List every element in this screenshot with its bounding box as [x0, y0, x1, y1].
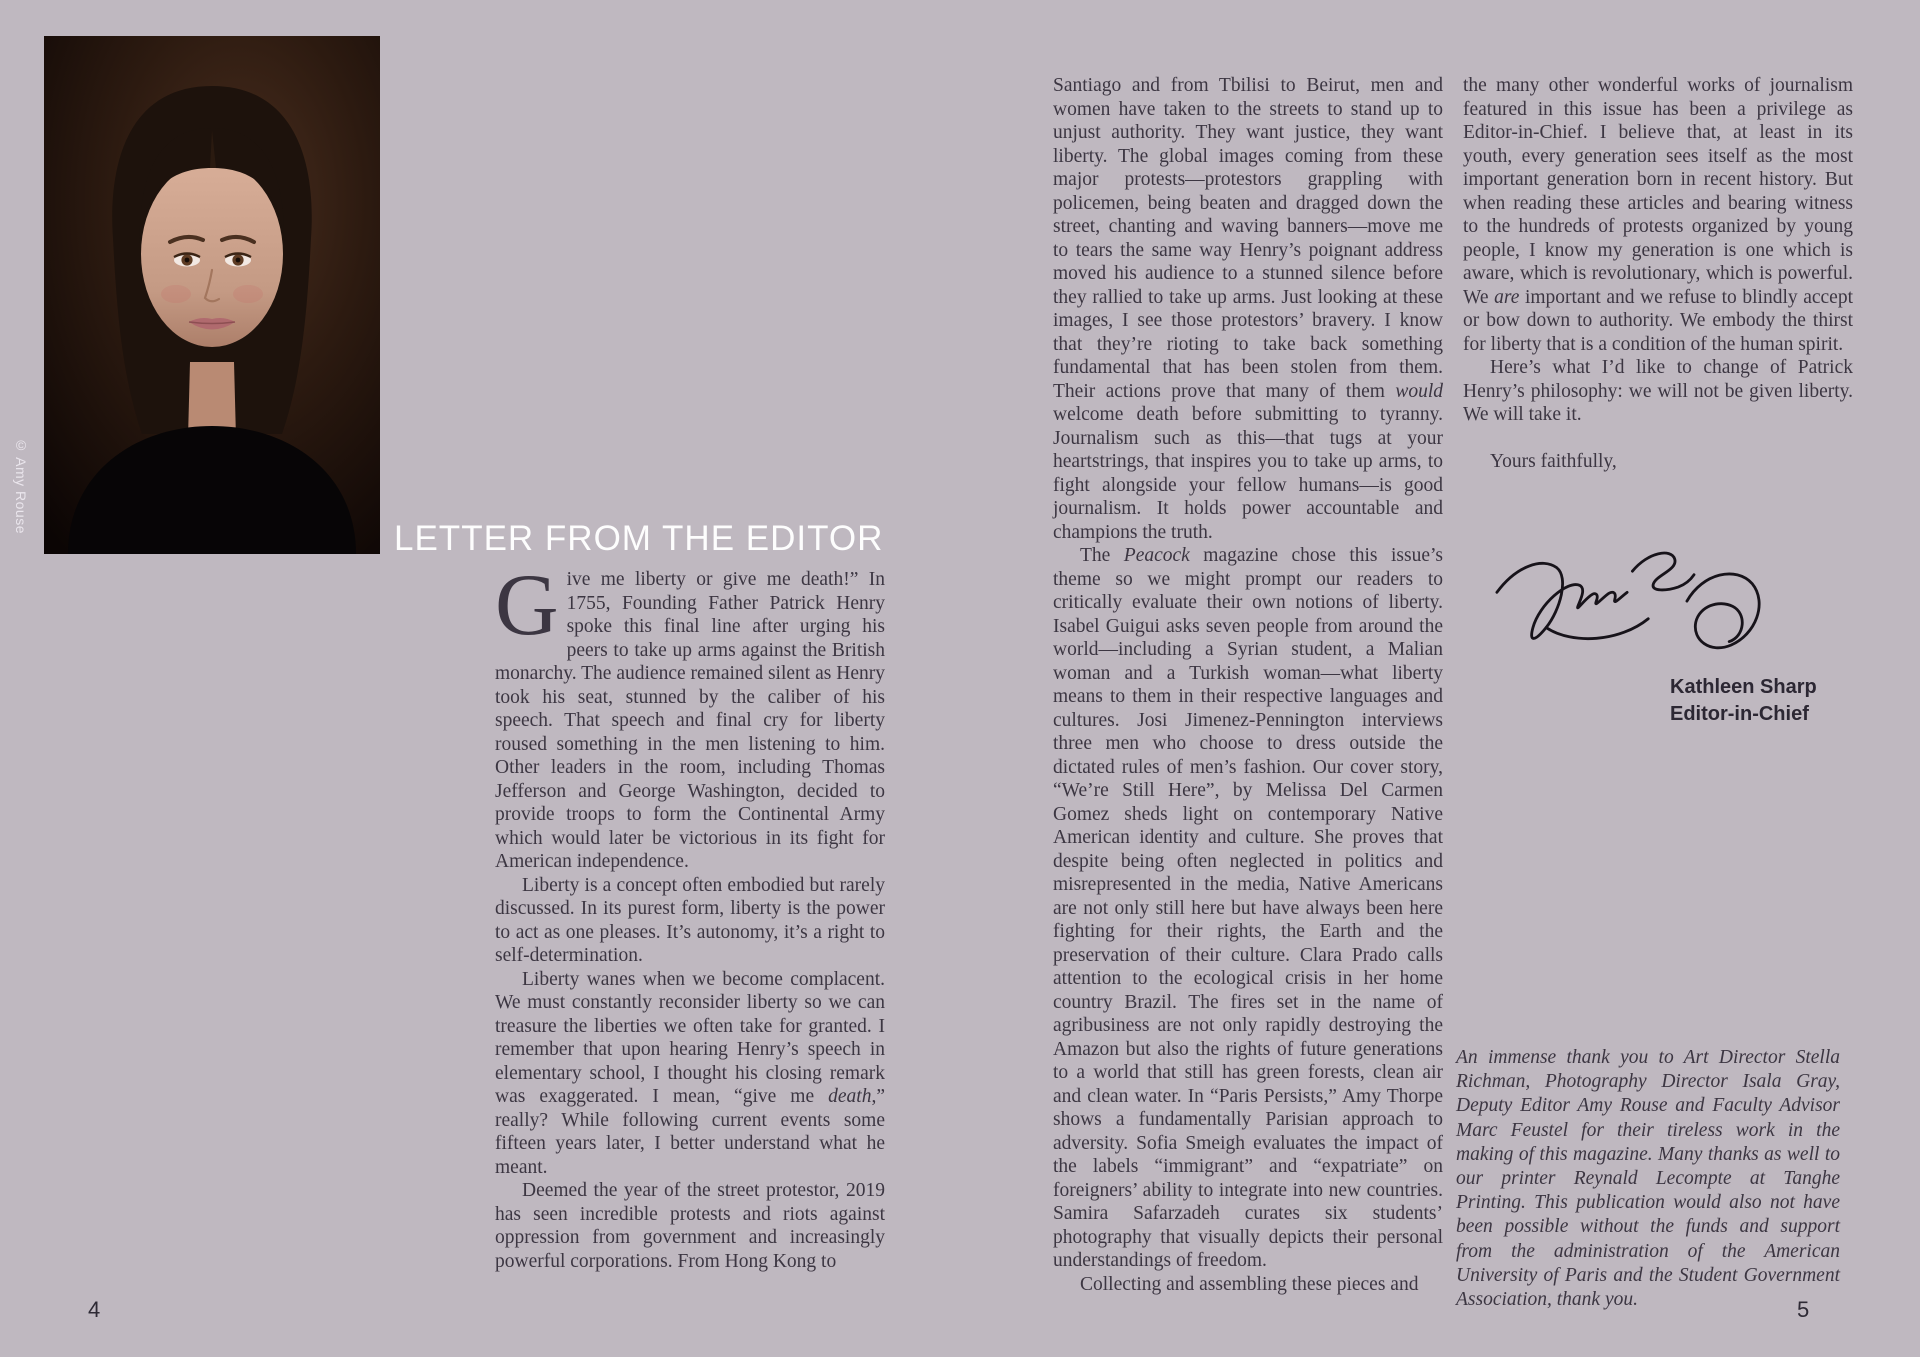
paragraph: Deemed the year of the street protestor, 2019 has seen incredible protests and riots against oppression from government and increasingly powerful corporations. From Hong Kong to: [495, 1180, 885, 1272]
paragraph-text: ive me liberty or give me death!” In 1755, Founding Father Patrick Henry spoke this final line after urging his peers to take up arms against the British monarchy. The audience remained silent as Henry took his seat, stunned by the caliber of his speech. That speech and final cry for liberty roused something in the men listening to him. Other leaders in the room, including Thomas Jefferson and George Washington, decided to provide troops to form the Continental Army which would later be victorious in its fight for American independence.: [495, 569, 885, 872]
photo-credit: © Amy Rouse: [13, 437, 29, 534]
editor-name: Kathleen Sharp: [1670, 676, 1817, 698]
signature-block: [1670, 674, 1817, 728]
paragraph: Liberty is a concept often embodied but rarely discussed. In its purest form, liberty is the power to act as one pleases. It’s autonomy, it’s a right to self-determination.: [495, 874, 885, 966]
signature-handwriting: [1478, 536, 1778, 668]
editor-role: Editor-in-Chief: [1670, 703, 1809, 725]
left-column: [495, 557, 885, 1273]
paragraph: Santiago and from Tbilisi to Beirut, men and women have taken to the streets to stand up to unjust authority. They want justice, they want liberty. The global images coming from these major protests—protestors grappling with policemen, being beaten and dragged down the street, chanting and waving banners—move me to tears the same way Henry’s poignant address moved his audience to a stunned silence before they rallied to take up arms. Just looking at these images, I see those protestors’ bravery. I know that they’re rioting to take back something fundamental that has been stolen from them. Their actions prove that many of them would welcome death before submitting to tyranny. Journalism such as this—that tugs at your heartstrings, that inspires you to take up arms, to fight alongside your fellow humans—is good journalism. It holds power accountable and champions the truth.: [1053, 75, 1443, 543]
page-number-right: 5: [1797, 1297, 1810, 1322]
right-column: [1463, 74, 1853, 474]
dropcap-letter: G: [495, 557, 559, 654]
center-column: [1053, 74, 1443, 1296]
valediction: Yours faithfully,: [1490, 451, 1617, 472]
acknowledgment-note: An immense thank you to Art Director Stella Richman, Photography Director Isala Gray, Deputy Editor Amy Rouse and Faculty Advisor Marc Feustel for their tireless work in the making of this magazine. Many thanks as well to our printer Reynald Lecompte at Tanghe Printing. This publication would also not have been possible without the funds and support from the administration of the American University of Paris and the Student Government Association, thank you.: [1456, 1047, 1840, 1311]
paragraph: Liberty wanes when we become complacent. We must constantly reconsider liberty so we can treasure the liberties we often take for granted. I remember that upon hearing Henry’s speech in elementary school, I thought his closing remark was exaggerated. I mean, “give me death,” really? While following current events some fifteen years later, I better understand what he meant.: [495, 968, 885, 1178]
paragraph: The Peacock magazine chose this issue’s theme so we might prompt our readers to critically evaluate their own notions of liberty. Isabel Guigui asks seven people from around the world—including a Syrian student, a Malian woman and a Turkish woman—what liberty means to them in their respective languages and cultures. Josi Jimenez-Pennington interviews three men who choose to dress outside the dictated rules of men’s fashion. Our cover story, “We’re Still Here”, by Melissa Del Carmen Gomez sheds light on contemporary Native American identity and culture. She proves that despite being often neglected in politics and misrepresented in the media, Native Americans are not only still here but have always been here fighting for their rights, the Earth and the preservation of their culture. Clara Prado calls attention to the ecological crisis in her home country Brazil. The fires set in the name of agribusiness are not only rapidly destroying the Amazon but also the rights of future generations to a world that still has green forests, clean air and clean water. In “Paris Persists,” Amy Thorpe shows a fundamentally Parisian approach to adversity. Sofia Smeigh evaluates the impact of the labels “immigrant” and “expatriate” on foreigners’ ability to integrate into new countries. Samira Safarzadeh curates six students’ photography that visually depicts their personal understandings of freedom.: [1053, 545, 1443, 1271]
page-number-left: 4: [88, 1297, 101, 1322]
portrait-image: [44, 36, 380, 554]
paragraph: the many other wonderful works of journalism featured in this issue has been a privilege as Editor-in-Chief. I believe that, at least in its youth, every generation sees itself as the most important generation born in recent history. But when reading these articles and bearing witness to the hundreds of protests organized by young people, I know my generation is one which is aware, which is revolutionary, which is powerful. We are important and we refuse to blindly accept or bow down to authority. We embody the thirst for liberty that is a condition of the human spirit.: [1463, 75, 1854, 355]
paragraph: Collecting and assembling these pieces and: [1080, 1273, 1419, 1295]
page-title: LETTER FROM THE EDITOR: [394, 519, 884, 558]
paragraph: Here’s what I’d like to change of Patrick Henry’s philosophy: we will not be given liberty. We will take it.: [1463, 357, 1853, 425]
paragraph-dropcap: [495, 557, 885, 874]
editor-portrait-photo: [44, 36, 380, 554]
